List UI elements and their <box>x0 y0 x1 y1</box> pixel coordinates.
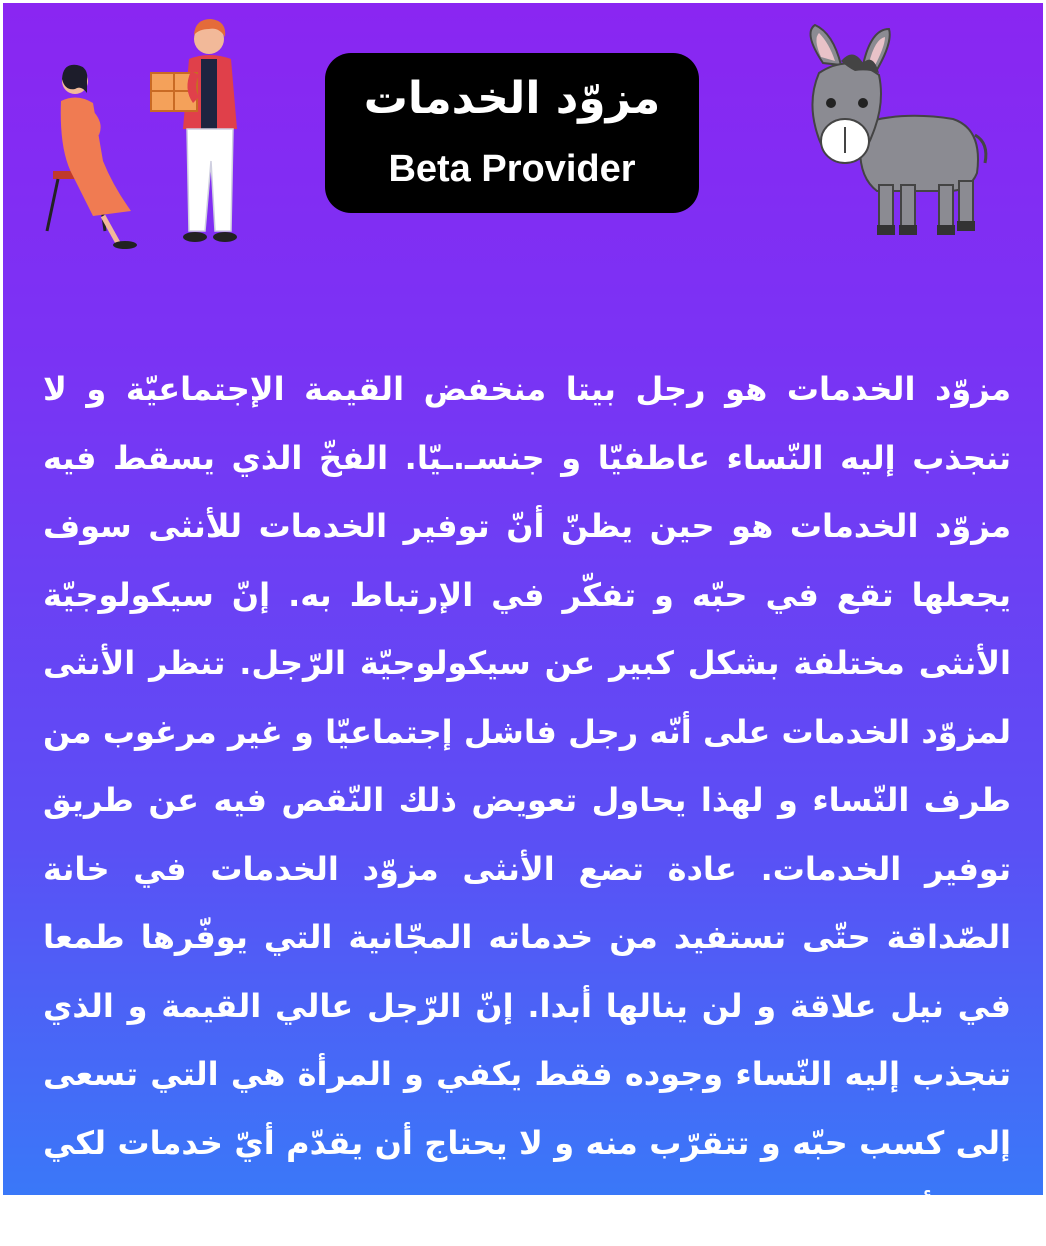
post-card <box>3 3 1043 1230</box>
title-english: Beta Provider <box>388 148 636 190</box>
woman-figure <box>47 65 137 249</box>
donkey-icon <box>811 25 986 235</box>
body-paragraph: مزوّد الخدمات هو رجل بيتا منخفض القيمة الإجتماعيّة و لا تنجذب إليه النّساء عاطفيّا و جنسـ.ـيّا. الفخّ الذي يسقط فيه مزوّد الخدمات هو حين يظنّ أنّ توفير الخدمات للأنثى سوف يجعلها تقع في حبّه و تفكّر في الإرتباط به. إنّ سيكولوجيّة الأنثى مختلفة بشكل كبير عن سيكولوجيّة الرّجل. تنظر الأنثى لمزوّد الخدمات على أنّه رجل فاشل إجتماعيّا و غير مرغوب من طرف النّساء و لهذا يحاول تعويض ذلك النّقص فيه عن طريق توفير الخدمات. عادة تضع الأنثى مزوّد الخدمات في خانة الصّداقة حتّى تستفيد من خدماته المجّانية التي يوفّرها طمعا في نيل علاقة و لن ينالها أبدا. إنّ الرّجل عالي القيمة و الذي تنجذب إليه النّساء وجوده فقط يكفي و المرأة هي التي تسعى إلى كسب حبّه و تتقرّب منه و لا يحتاج أن يقدّم أيّ خدمات لكي يبيّن أنّه يملك قيمة إجتماعيّة. <box>43 370 1011 1230</box>
man-figure <box>151 19 237 242</box>
title-arabic: مزوّد الخدمات <box>363 73 661 124</box>
couple-gift-illustration <box>33 11 263 251</box>
title-banner <box>325 53 699 213</box>
donkey-illustration <box>793 23 993 243</box>
